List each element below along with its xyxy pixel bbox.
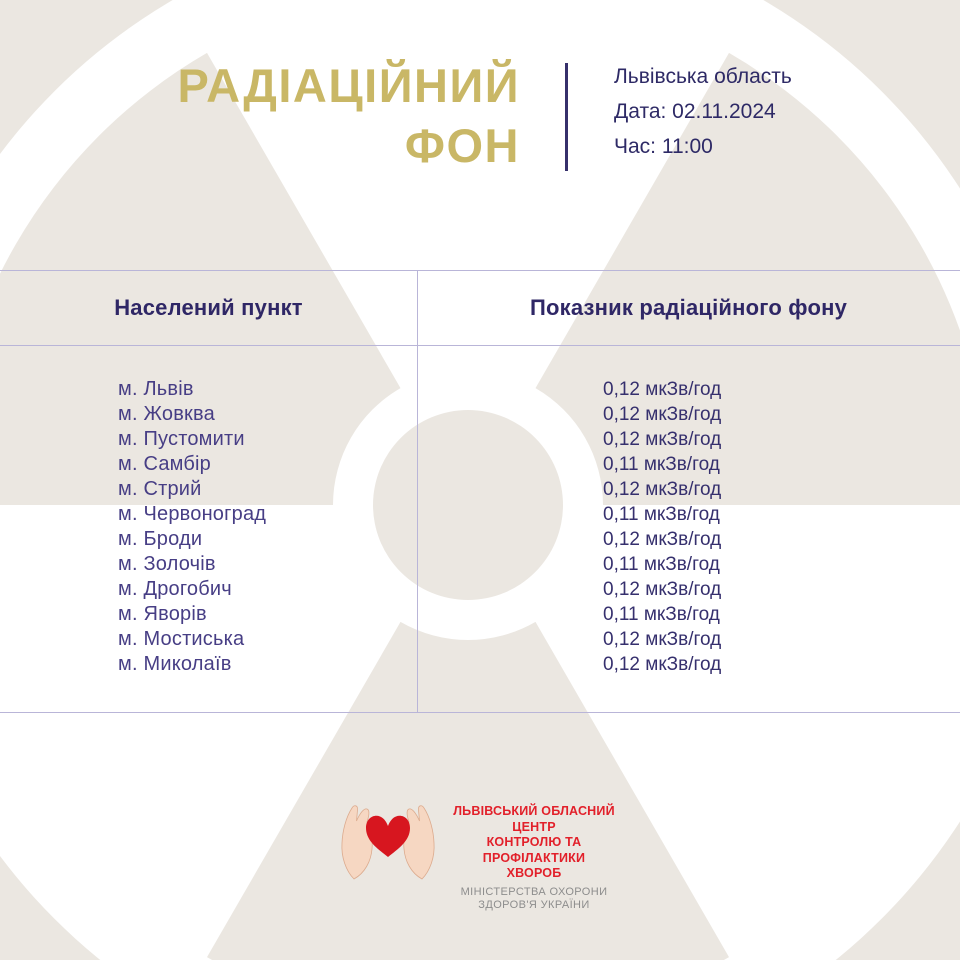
table-row (0, 627, 960, 652)
table-row (0, 652, 960, 677)
table-row (0, 552, 960, 577)
ministry-line: МІНІСТЕРСТВА ОХОРОНИ (460, 885, 608, 898)
left-hand-icon (342, 806, 372, 879)
org-name-line: ХВОРОБ (506, 866, 562, 880)
column-header-value: Показник радіаційного фону (529, 295, 848, 320)
right-hand-icon (404, 806, 434, 879)
page-title (0, 56, 520, 176)
ministry-block (446, 886, 622, 912)
value-cell: 0,12 мкЗв/год (603, 578, 722, 600)
settlement-cell: м. Жовква (118, 403, 215, 425)
heart-icon (366, 816, 410, 857)
table-rows (0, 377, 960, 677)
settlement-cell: м. Броди (118, 528, 203, 550)
value-cell: 0,12 мкЗв/год (603, 428, 722, 450)
table-border-bottom (0, 712, 960, 713)
settlement-cell: м. Мостиська (118, 628, 245, 650)
table-row (0, 477, 960, 502)
settlement-cell: м. Миколаїв (118, 653, 232, 675)
value-cell: 0,12 мкЗв/год (603, 403, 722, 425)
hands-heart-logo-icon (338, 799, 438, 883)
table-row (0, 527, 960, 552)
value-cell: 0,11 мкЗв/год (603, 553, 720, 575)
header-divider (565, 63, 568, 171)
table-row (0, 502, 960, 527)
date-label: Дата: 02.11.2024 (614, 100, 776, 123)
value-cell: 0,12 мкЗв/год (603, 528, 722, 550)
value-cell: 0,11 мкЗв/год (603, 453, 720, 475)
value-cell: 0,11 мкЗв/год (603, 603, 720, 625)
settlement-cell: м. Самбір (118, 453, 212, 475)
settlement-cell: м. Яворів (118, 603, 207, 625)
table-row (0, 577, 960, 602)
table-row (0, 452, 960, 477)
ministry-line: ЗДОРОВ'Я УКРАЇНИ (478, 898, 590, 911)
settlement-cell: м. Львів (118, 378, 194, 400)
page-title-line2: ФОН (404, 119, 520, 172)
value-cell: 0,11 мкЗв/год (603, 503, 720, 525)
column-header-settlement: Населений пункт (114, 295, 303, 320)
settlement-cell: м. Дрогобич (118, 578, 232, 600)
table-row (0, 602, 960, 627)
value-cell: 0,12 мкЗв/год (603, 478, 722, 500)
table-header-border (0, 345, 960, 346)
page-title-line1: РАДІАЦІЙНИЙ (177, 59, 520, 112)
org-name-line: ЛЬВІВСЬКИЙ ОБЛАСНИЙ ЦЕНТР (453, 804, 615, 834)
settlement-cell: м. Золочів (118, 553, 216, 575)
settlement-cell: м. Стрий (118, 478, 202, 500)
region-label: Львівська область (614, 65, 792, 88)
table-row (0, 377, 960, 402)
time-label: Час: 11:00 (614, 135, 713, 158)
settlement-cell: м. Червоноград (118, 503, 267, 525)
footer-org-block (446, 804, 622, 912)
value-cell: 0,12 мкЗв/год (603, 628, 722, 650)
table-row (0, 427, 960, 452)
value-cell: 0,12 мкЗв/год (603, 653, 722, 675)
settlement-cell: м. Пустомити (118, 428, 245, 450)
table-row (0, 402, 960, 427)
header-meta (614, 66, 792, 171)
org-name-line: КОНТРОЛЮ ТА ПРОФІЛАКТИКИ (482, 835, 586, 865)
value-cell: 0,12 мкЗв/год (603, 378, 722, 400)
